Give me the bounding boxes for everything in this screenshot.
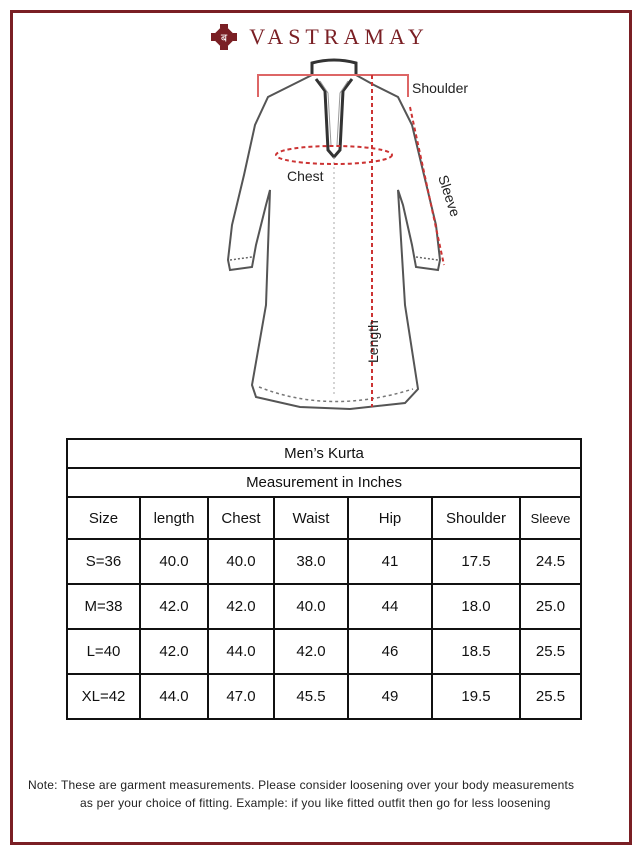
cell-length: 44.0 — [140, 674, 208, 719]
cell-shoulder: 18.0 — [432, 584, 520, 629]
cell-waist: 45.5 — [274, 674, 348, 719]
kurta-illustration — [200, 55, 480, 425]
size-chart-table — [66, 438, 582, 720]
cell-sleeve: 24.5 — [520, 539, 581, 584]
cell-shoulder: 17.5 — [432, 539, 520, 584]
cell-sleeve: 25.5 — [520, 629, 581, 674]
note-line-2: as per your choice of fitting. Example: if you like fitted outfit then go for less loosening — [80, 796, 551, 810]
cell-shoulder: 18.5 — [432, 629, 520, 674]
brand-header — [0, 20, 640, 54]
table-title: Men’s Kurta — [67, 439, 581, 468]
cell-shoulder: 19.5 — [432, 674, 520, 719]
cell-size: M=38 — [67, 584, 140, 629]
measurement-note — [28, 776, 612, 812]
table-subtitle-row — [67, 468, 581, 497]
shoulder-measure-line — [258, 75, 408, 97]
table-row — [67, 629, 581, 674]
header-size: Size — [67, 497, 140, 539]
note-line-1: Note: These are garment measurements. Please consider loosening over your body measurements — [28, 778, 575, 792]
cell-hip: 46 — [348, 629, 432, 674]
kurta-diagram — [200, 55, 480, 425]
cell-size: XL=42 — [67, 674, 140, 719]
cell-waist: 42.0 — [274, 629, 348, 674]
diagram-label-chest: Chest — [287, 168, 324, 184]
cell-length: 40.0 — [140, 539, 208, 584]
diagram-label-sleeve: Sleeve — [435, 172, 464, 219]
cell-size: S=36 — [67, 539, 140, 584]
table-row — [67, 674, 581, 719]
header-chest: Chest — [208, 497, 274, 539]
header-sleeve: Sleeve — [520, 497, 581, 539]
cell-hip: 41 — [348, 539, 432, 584]
header-length: length — [140, 497, 208, 539]
table-row — [67, 539, 581, 584]
cell-hip: 49 — [348, 674, 432, 719]
cell-waist: 38.0 — [274, 539, 348, 584]
diagram-label-length: Length — [365, 320, 381, 363]
cell-waist: 40.0 — [274, 584, 348, 629]
svg-text:ब: ब — [221, 31, 228, 45]
brand-mark-icon — [211, 24, 237, 50]
header-waist: Waist — [274, 497, 348, 539]
cell-chest: 47.0 — [208, 674, 274, 719]
cell-chest: 42.0 — [208, 584, 274, 629]
diagram-label-shoulder: Shoulder — [412, 80, 469, 96]
cell-sleeve: 25.5 — [520, 674, 581, 719]
table-subtitle: Measurement in Inches — [67, 468, 581, 497]
cell-hip: 44 — [348, 584, 432, 629]
cell-chest: 40.0 — [208, 539, 274, 584]
brand-name: VASTRAMAY — [249, 24, 429, 49]
table-title-row — [67, 439, 581, 468]
table-header-row — [67, 497, 581, 539]
cell-length: 42.0 — [140, 629, 208, 674]
cell-length: 42.0 — [140, 584, 208, 629]
cell-chest: 44.0 — [208, 629, 274, 674]
header-hip: Hip — [348, 497, 432, 539]
table-row — [67, 584, 581, 629]
cell-sleeve: 25.0 — [520, 584, 581, 629]
cell-size: L=40 — [67, 629, 140, 674]
kurta-collar — [312, 60, 356, 75]
header-shoulder: Shoulder — [432, 497, 520, 539]
